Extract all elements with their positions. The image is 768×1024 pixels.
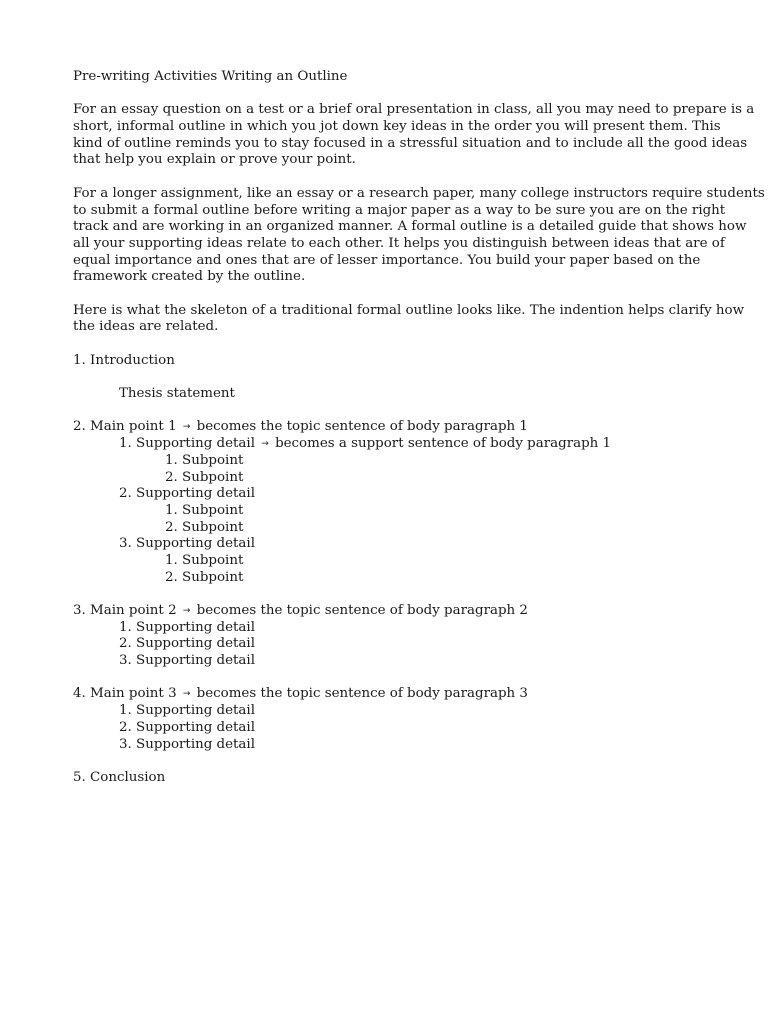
paragraph-3 — [73, 302, 745, 336]
supporting-detail-label: 1. Supporting detail — [119, 436, 255, 452]
paragraph-line: For a longer assignment, like an essay or a research paper, many college instructors require students — [73, 185, 765, 201]
outline-supporting-detail: 1. Supporting detail — [119, 619, 255, 635]
paragraph-1 — [73, 102, 755, 169]
supporting-detail-note: becomes a support sentence of body paragraph 1 — [275, 436, 612, 452]
paragraph-2 — [73, 185, 765, 286]
arrow-right-icon: → — [182, 689, 191, 700]
outline-conclusion: 5. Conclusion — [73, 769, 166, 785]
main-point-label: 2. Main point 1 — [73, 419, 177, 435]
outline-supporting-detail: 2. Supporting detail — [119, 719, 255, 735]
paragraph-line: to submit a formal outline before writing a major paper as a way to be sure you are on the right — [73, 202, 726, 218]
outline-main-point-3 — [73, 686, 698, 703]
outline-subpoint: 1. Subpoint — [165, 452, 244, 468]
main-point-note: becomes the topic sentence of body paragraph 3 — [196, 686, 528, 702]
outline-subpoint: 1. Subpoint — [165, 552, 244, 568]
outline-thesis-statement: Thesis statement — [119, 386, 235, 402]
outline-supporting-detail: 2. Supporting detail — [119, 486, 255, 502]
arrow-right-icon: → — [182, 606, 191, 616]
outline-subpoint: 2. Subpoint — [165, 569, 244, 585]
paragraph-line: kind of outline reminds you to stay focused in a stressful situation and to include all the good ideas — [73, 135, 748, 151]
main-point-label: 4. Main point 3 — [73, 686, 177, 702]
paragraph-line: equal importance and ones that are of lesser importance. You build your paper based on the — [73, 252, 701, 268]
main-point-label: 3. Main point 2 — [73, 603, 177, 618]
paragraph-line: all your supporting ideas relate to each other. It helps you distinguish between ideas that are of — [73, 235, 725, 251]
paragraph-line: framework created by the outline. — [73, 269, 306, 285]
paragraph-line: For an essay question on a test or a brief oral presentation in class, all you may need to prepare is a — [73, 102, 755, 118]
arrow-right-icon: → — [261, 439, 269, 450]
main-point-note: becomes the topic sentence of body paragraph 2 — [196, 603, 528, 618]
paragraph-line: track and are working in an organized manner. A formal outline is a detailed guide that shows how — [73, 219, 747, 235]
formal-outline — [73, 353, 698, 787]
main-point-note: becomes the topic sentence of body paragraph 1 — [196, 419, 528, 435]
arrow-right-icon: → — [182, 422, 191, 433]
outline-supporting-detail: 1. Supporting detail — [119, 703, 255, 719]
outline-supporting-detail: 3. Supporting detail — [119, 653, 255, 669]
outline-subpoint: 1. Subpoint — [165, 502, 244, 518]
outline-supporting-detail: 3. Supporting detail — [119, 736, 255, 752]
outline-supporting-detail — [73, 436, 698, 453]
outline-subpoint: 2. Subpoint — [165, 519, 244, 535]
outline-main-point-2 — [73, 603, 698, 620]
paragraph-line: Here is what the skeleton of a traditional formal outline looks like. The indention helps clarify how — [73, 302, 745, 318]
document-title: Pre-writing Activities Writing an Outline — [73, 69, 348, 84]
outline-subpoint: 2. Subpoint — [165, 469, 244, 485]
outline-supporting-detail: 2. Supporting detail — [119, 636, 255, 652]
outline-supporting-detail: 3. Supporting detail — [119, 536, 255, 552]
outline-main-point-1 — [73, 419, 698, 436]
document-body — [73, 69, 765, 787]
paragraph-line: the ideas are related. — [73, 319, 219, 335]
paragraph-line: short, informal outline in which you jot down key ideas in the order you will present them. This — [73, 119, 721, 135]
paragraph-line: that help you explain or prove your point. — [73, 152, 356, 168]
outline-introduction: 1. Introduction — [73, 352, 175, 368]
